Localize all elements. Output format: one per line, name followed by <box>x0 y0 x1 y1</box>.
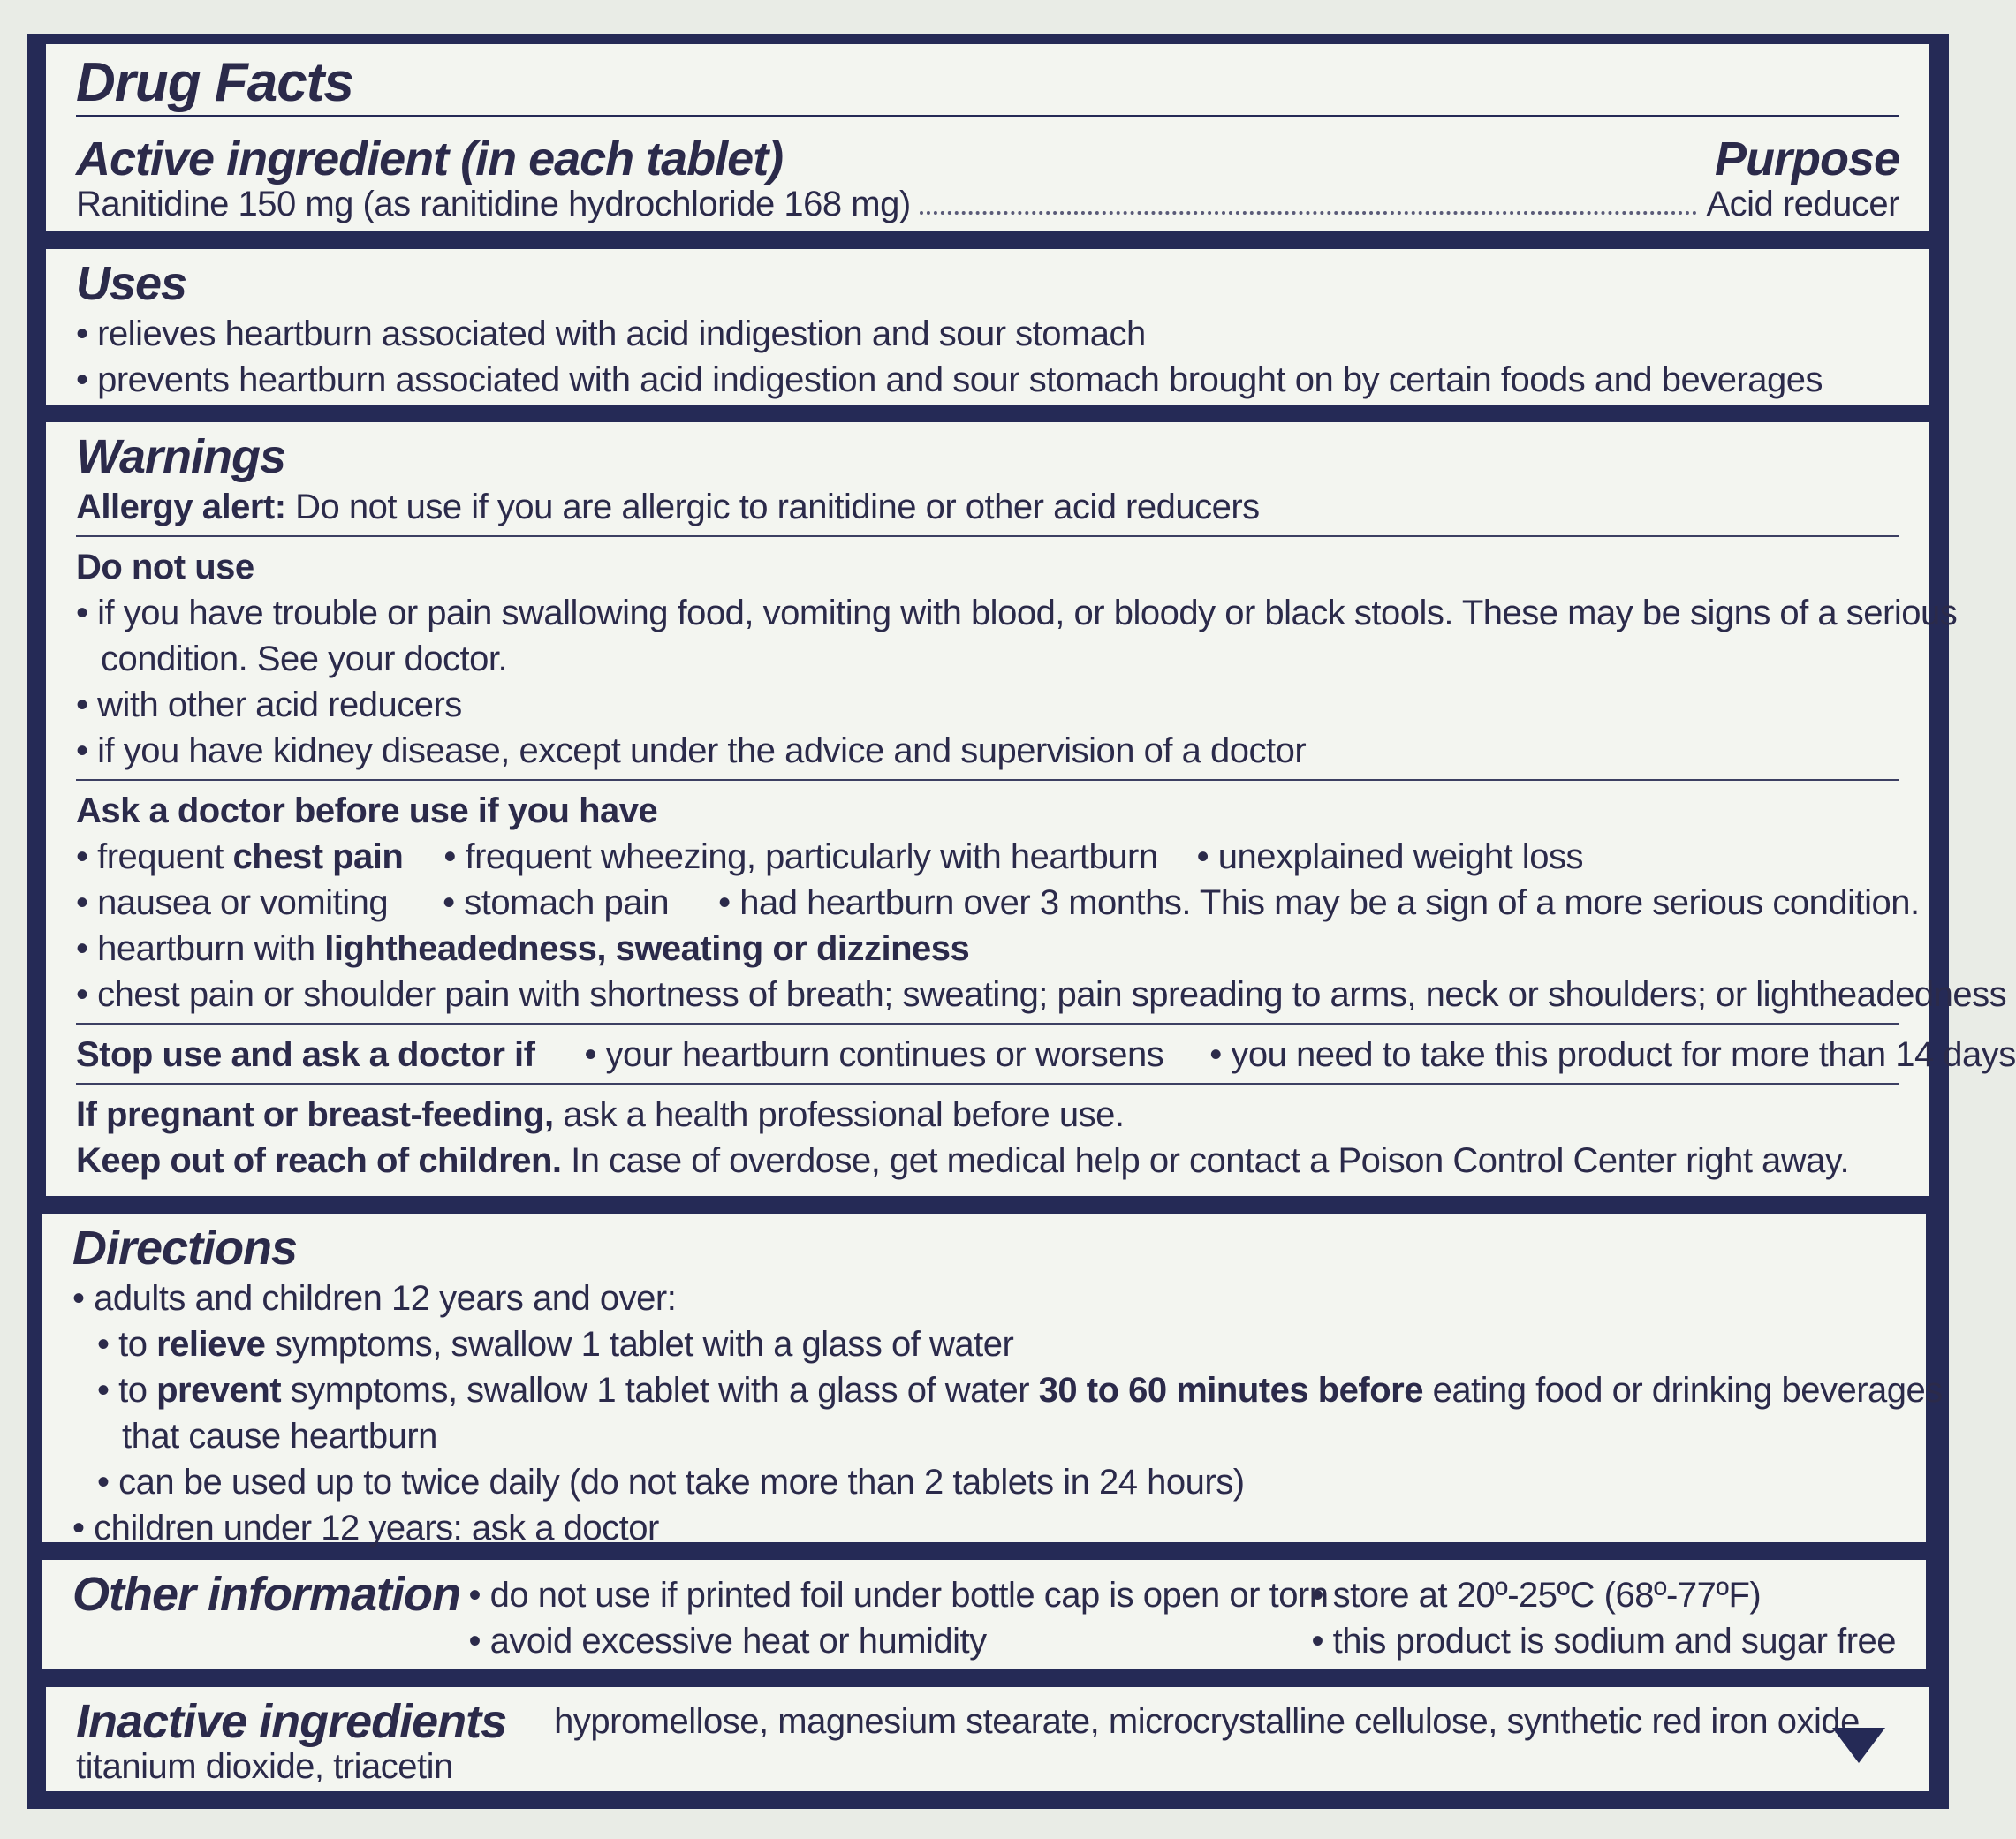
divider <box>76 779 1899 781</box>
allergy-alert <box>76 484 1899 530</box>
stop-use-heading: Stop use and ask a doctor if <box>76 1035 535 1074</box>
allergy-label: Allergy alert: <box>76 488 286 526</box>
stop-item: • you need to take this product for more than 14 days <box>1209 1035 2016 1074</box>
warnings-heading: Warnings <box>76 430 286 483</box>
directions-section <box>42 1214 1943 1548</box>
text: symptoms, swallow 1 tablet with a glass of water <box>265 1325 1014 1364</box>
ask-item: • unexplained weight loss <box>1196 837 1583 876</box>
active-ingredient-heading: Active ingredient (in each tablet) <box>76 132 784 185</box>
uses-heading: Uses <box>76 257 187 310</box>
ask-doctor-line <box>76 834 1899 880</box>
ask-item-bold: chest pain <box>232 837 404 876</box>
directions-line: • children under 12 years: ask a doctor <box>72 1509 659 1548</box>
inactive-ingredients-heading: Inactive ingredients <box>76 1695 507 1748</box>
text-bold: 30 to 60 minutes before <box>1038 1371 1423 1410</box>
keep-out-text: In case of overdose, get medical help or contact a Poison Control Center right away. <box>561 1141 1850 1180</box>
text: • to <box>97 1325 157 1364</box>
warnings-section <box>46 422 2016 1196</box>
other-information-section <box>42 1560 1926 1669</box>
text-bold: prevent <box>156 1371 282 1410</box>
text: eating food or drinking beverages <box>1422 1371 1943 1410</box>
stop-item: • your heartburn continues or worsens <box>584 1035 1164 1074</box>
text: • to <box>97 1371 157 1410</box>
other-item: • avoid excessive heat or humidity <box>468 1622 987 1661</box>
other-information-heading: Other information <box>72 1568 460 1621</box>
ask-item: • had heartburn over 3 months. This may be a sign of a more serious condition. <box>718 883 1920 922</box>
uses-item: • relieves heartburn associated with acid indigestion and sour stomach <box>76 314 1146 353</box>
directions-line <box>72 1321 1896 1367</box>
inactive-ingredients-text: titanium dioxide, triacetin <box>76 1747 453 1786</box>
ask-item: • heartburn with <box>76 929 325 968</box>
uses-section <box>46 249 1929 405</box>
do-not-use-item: • if you have kidney disease, except under the advice and supervision of a doctor <box>76 731 1307 770</box>
directions-line: • can be used up to twice daily (do not take more than 2 tablets in 24 hours) <box>97 1463 1245 1502</box>
ask-item: • frequent <box>76 837 233 876</box>
other-item: • do not use if printed foil under bottle cap is open or torn <box>468 1576 1329 1615</box>
directions-heading: Directions <box>72 1222 298 1275</box>
purpose-heading: Purpose <box>1714 132 1899 185</box>
do-not-use-item: • with other acid reducers <box>76 685 462 724</box>
text-bold: relieve <box>156 1325 266 1364</box>
divider <box>76 1023 1899 1025</box>
ask-doctor-line <box>76 880 1920 926</box>
pregnancy-text: ask a health professional before use. <box>553 1095 1125 1134</box>
active-ingredient-section <box>46 44 1929 231</box>
divider <box>76 1083 1899 1085</box>
leader-dots <box>920 211 1698 215</box>
keep-out-line <box>76 1138 1899 1184</box>
active-ingredient-value: Ranitidine 150 mg (as ranitidine hydrochloride 168 mg) <box>76 185 911 223</box>
inactive-ingredients-text: hypromellose, magnesium stearate, microcrystalline cellulose, synthetic red iron oxide, <box>554 1702 1869 1741</box>
ask-item-bold: lightheadedness, sweating or dizziness <box>324 929 970 968</box>
directions-line: • adults and children 12 years and over: <box>72 1279 677 1318</box>
pregnancy-line <box>76 1092 1899 1138</box>
triangle-down-icon <box>1832 1728 1885 1763</box>
purpose-value: Acid reducer <box>1706 185 1899 223</box>
ask-doctor-line: • chest pain or shoulder pain with shortness of breath; sweating; pain spreading to arms, neck or shoulders; or lightheadedness <box>76 975 2007 1014</box>
divider <box>76 115 1899 117</box>
pregnancy-label: If pregnant or breast-feeding, <box>76 1095 554 1134</box>
ask-doctor-line <box>76 926 1899 972</box>
do-not-use-item: condition. See your doctor. <box>101 639 508 678</box>
ask-item: • stomach pain <box>443 883 670 922</box>
stop-use-line <box>76 1032 2016 1078</box>
other-item: • this product is sodium and sugar free <box>1311 1622 1896 1661</box>
ask-doctor-heading: Ask a doctor before use if you have <box>76 791 658 830</box>
keep-out-label: Keep out of reach of children. <box>76 1141 562 1180</box>
inactive-ingredients-section <box>46 1687 1929 1791</box>
ask-item: • frequent wheezing, particularly with heartburn <box>443 837 1158 876</box>
do-not-use-heading: Do not use <box>76 548 254 587</box>
ask-item: • nausea or vomiting <box>76 883 389 922</box>
divider <box>76 535 1899 537</box>
drug-facts-title: Drug Facts <box>76 52 353 113</box>
do-not-use-item: • if you have trouble or pain swallowing food, vomiting with blood, or bloody or black stools. These may be signs of a serious <box>76 594 1958 632</box>
drug-facts-panel <box>27 34 2016 1809</box>
directions-line: that cause heartburn <box>122 1417 437 1456</box>
other-item: • store at 20º-25ºC (68º-77ºF) <box>1311 1576 1762 1615</box>
directions-line <box>72 1367 1943 1413</box>
text: symptoms, swallow 1 tablet with a glass of water <box>281 1371 1039 1410</box>
allergy-text: Do not use if you are allergic to ranitidine or other acid reducers <box>285 488 1260 526</box>
uses-item: • prevents heartburn associated with acid indigestion and sour stomach brought on by certain foods and beverages <box>76 360 1823 399</box>
